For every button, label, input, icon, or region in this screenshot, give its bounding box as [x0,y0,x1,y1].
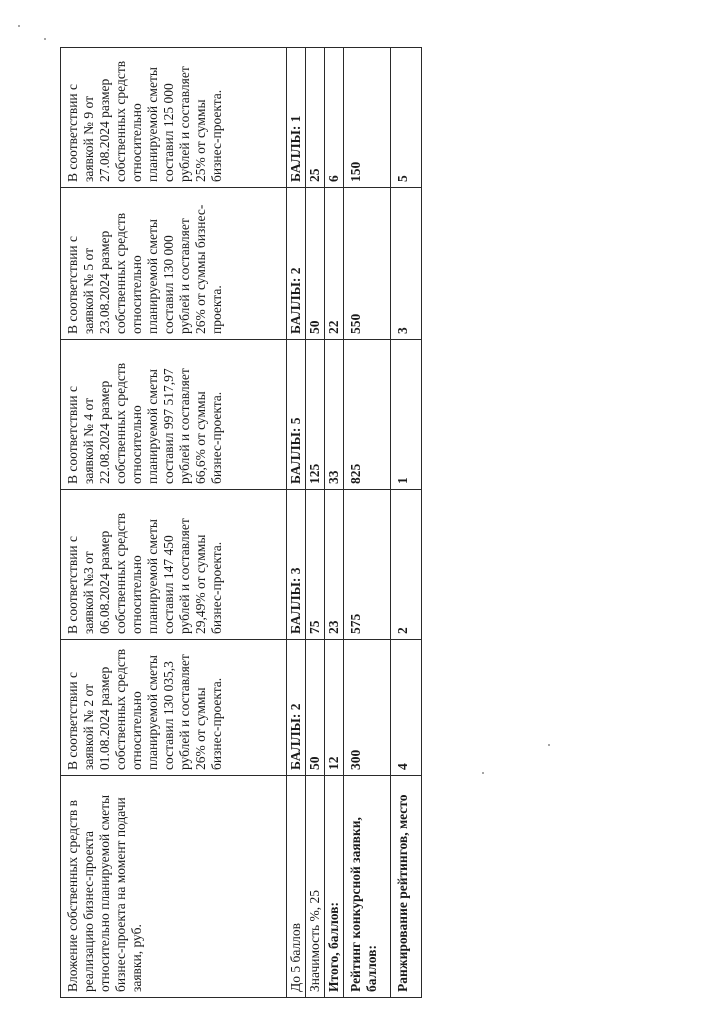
table-row-rating [344,48,391,998]
application-description-cell: В соответствии с заявкой № 4 от 22.08.2024 размер собственных средств относительно планируемой сметы составил 997 517,97 рублей и составляет 66,6% от суммы бизнес-проекта. [61,340,287,490]
rank-cell: 1 [391,340,422,490]
rating-cell: 300 [344,640,391,776]
application-description-cell: В соответствии с заявкой № 5 от 23.08.2024 размер собственных средств относительно планируемой сметы составил 130 000 рублей и составляет 26% от суммы бизнес-проекта. [61,188,287,340]
table-row-weight [306,48,325,998]
application-description-cell: В соответствии с заявкой № 9 от 27.08.2024 размер собственных средств относительно планируемой сметы составил 125 000 рублей и составляет 25% от суммы бизнес-проекта. [61,48,287,188]
weight-cell: 50 [306,640,325,776]
total-cell: 22 [325,188,344,340]
total-cell: 33 [325,340,344,490]
row-label-rating: Рейтинг конкурсной заявки, баллов: [344,776,391,998]
score-cell: БАЛЛЫ: 1 [287,48,306,188]
rank-cell: 3 [391,188,422,340]
weight-cell: 25 [306,48,325,188]
criterion-cell: Вложение собственных средств в реализацию бизнес-проекта относительно планируемой сметы бизнес-проекта на момент подачи заявки, руб. [61,776,287,998]
rating-cell: 825 [344,340,391,490]
row-label-rank: Ранжирование рейтингов, место [391,776,422,998]
application-description-cell: В соответствии с заявкой № 2 от 01.08.2024 размер собственных средств относительно планируемой сметы составил 130 035,3 рублей и составляет 26% от суммы бизнес-проекта. [61,640,287,776]
score-cell: БАЛЛЫ: 3 [287,490,306,640]
table-row-descriptions [61,48,287,998]
score-cell: БАЛЛЫ: 2 [287,188,306,340]
scan-speck [548,744,550,746]
weight-cell: 50 [306,188,325,340]
row-label-total: Итого, баллов: [325,776,344,998]
total-cell: 6 [325,48,344,188]
rotated-page-content [60,48,410,998]
scan-speck [18,25,20,27]
evaluation-table [60,47,422,998]
table-row-total [325,48,344,998]
rating-cell: 575 [344,490,391,640]
row-label-weight: Значимость %, 25 [306,776,325,998]
scan-speck [482,772,484,774]
rating-cell: 550 [344,188,391,340]
row-label-score: До 5 баллов [287,776,306,998]
rank-cell: 5 [391,48,422,188]
score-cell: БАЛЛЫ: 5 [287,340,306,490]
weight-cell: 125 [306,340,325,490]
weight-cell: 75 [306,490,325,640]
table-row-score [287,48,306,998]
total-cell: 12 [325,640,344,776]
application-description-cell: В соответствии с заявкой №3 от 06.08.2024 размер собственных средств относительно планируемой сметы составил 147 450 рублей и составляет 29,49% от суммы бизнес-проекта. [61,490,287,640]
rank-cell: 4 [391,640,422,776]
rating-cell: 150 [344,48,391,188]
score-cell: БАЛЛЫ: 2 [287,640,306,776]
total-cell: 23 [325,490,344,640]
scan-speck [44,38,46,40]
rank-cell: 2 [391,490,422,640]
table-row-rank [391,48,422,998]
